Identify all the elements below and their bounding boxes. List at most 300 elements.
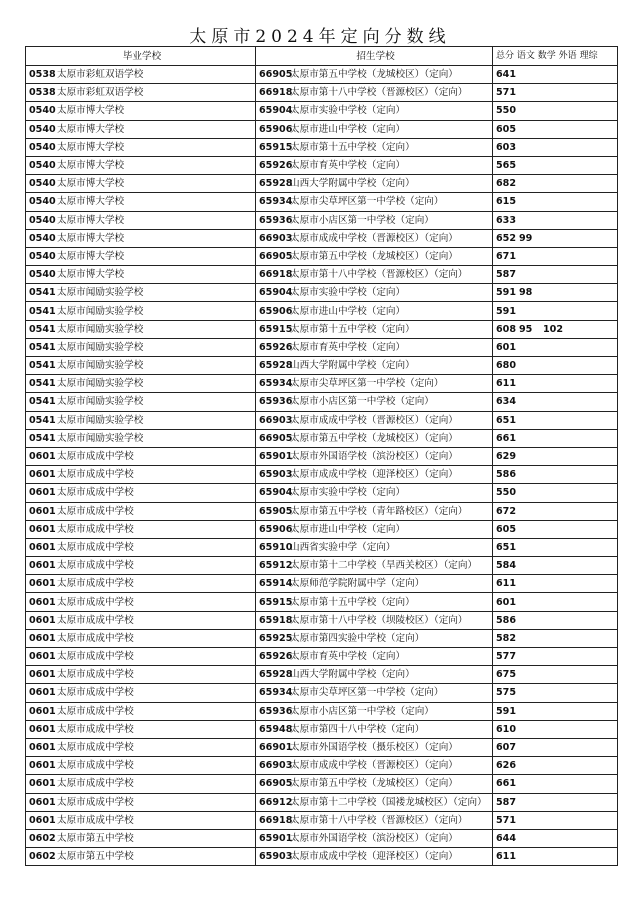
school-code: 0601 [29,614,56,626]
recruit-name: 太原市小店区第一中学校（定向） [290,705,434,717]
recruit-code: 66912 [259,796,293,808]
recruiting-school-cell [256,793,493,811]
school-name: 太原市博大学校 [57,123,125,135]
recruit-name: 太原市外国语学校（滨汾校区）（定向） [290,832,458,844]
table-row [26,829,618,847]
score-value: 641 [496,69,517,81]
graduating-school-cell [26,611,256,629]
recruit-code: 65915 [259,596,293,608]
school-name: 太原市成成中学校 [57,578,134,590]
school-name: 太原市博大学校 [57,214,125,226]
recruit-name: 太原市第四实验中学校（定向） [290,632,425,644]
graduating-school-cell [26,720,256,738]
school-name: 太原市成成中学校 [57,705,134,717]
graduating-school-cell [26,266,256,284]
table-row [26,211,618,229]
school-name: 太原市成成中学校 [57,632,134,644]
score-value: 634 [496,396,517,408]
score-value: 611 [496,378,517,390]
recruiting-school-cell [256,411,493,429]
scores-cell [493,629,618,647]
table-row [26,120,618,138]
school-code: 0541 [29,341,56,353]
school-name: 太原市博大学校 [57,232,125,244]
school-code: 0601 [29,796,56,808]
score-value: 95 [519,323,533,335]
recruiting-school-cell [256,466,493,484]
table-row [26,738,618,756]
graduating-school-cell [26,338,256,356]
school-name: 太原市博大学校 [57,160,125,172]
scores-cell [493,284,618,302]
recruit-name: 太原市第五中学校（龙城校区）（定向） [290,778,458,790]
recruit-code: 65903 [259,851,293,863]
school-code: 0601 [29,451,56,463]
table-row [26,848,618,866]
score-value: 644 [496,832,517,844]
recruiting-school-cell [256,338,493,356]
recruit-code: 65906 [259,123,293,135]
recruit-code: 66905 [259,778,293,790]
recruit-code: 65904 [259,105,293,117]
score-value: 550 [496,105,517,117]
school-code: 0540 [29,141,56,153]
recruiting-school-cell [256,575,493,593]
school-code: 0601 [29,541,56,553]
recruit-code: 65904 [259,487,293,499]
table-row [26,375,618,393]
school-code: 0540 [29,269,56,281]
scores-cell [493,557,618,575]
school-code: 0601 [29,669,56,681]
score-value: 615 [496,196,517,208]
graduating-school-cell [26,538,256,556]
table-row [26,447,618,465]
graduating-school-cell [26,575,256,593]
score-value: 603 [496,141,517,153]
recruit-name: 太原市外国语学校（滨汾校区）（定向） [290,451,458,463]
recruiting-school-cell [256,357,493,375]
school-name: 太原市成成中学校 [57,451,134,463]
school-code: 0601 [29,742,56,754]
graduating-school-cell [26,120,256,138]
score-value: 575 [496,687,517,699]
recruit-code: 65905 [259,505,293,517]
recruiting-school-cell [256,193,493,211]
recruit-name: 太原市育英中学校（定向） [290,651,406,663]
recruit-code: 65926 [259,651,293,663]
scores-cell [493,375,618,393]
recruit-name: 太原市第十五中学校（定向） [290,596,415,608]
scores-cell [493,757,618,775]
graduating-school-cell [26,229,256,247]
recruit-name: 太原市实验中学校（定向） [290,487,406,499]
recruit-name: 太原市育英中学校（定向） [290,341,406,353]
school-name: 太原市成成中学校 [57,669,134,681]
scores-cell [493,211,618,229]
scores-cell [493,484,618,502]
score-value: 584 [496,560,517,572]
school-name: 太原市博大学校 [57,269,125,281]
recruit-name: 山西大学附属中学校（定向） [290,360,415,372]
scores-cell [493,793,618,811]
table-header-row [26,47,618,66]
school-name: 太原市成成中学校 [57,505,134,517]
school-code: 0540 [29,160,56,172]
recruit-code: 65934 [259,378,293,390]
scores-cell [493,175,618,193]
scores-cell [493,66,618,84]
score-value: 586 [496,614,517,626]
score-value: 626 [496,760,517,772]
scores-cell [493,357,618,375]
school-name: 太原市闻励实验学校 [57,414,144,426]
recruit-code: 65906 [259,305,293,317]
recruit-name: 太原市第十八中学校（晋源校区）（定向） [290,814,468,826]
score-value: 601 [496,341,517,353]
table-row [26,338,618,356]
graduating-school-cell [26,447,256,465]
school-name: 太原市成成中学校 [57,687,134,699]
recruiting-school-cell [256,302,493,320]
table-row [26,538,618,556]
recruit-code: 66918 [259,814,293,826]
scores-cell [493,738,618,756]
school-name: 太原市成成中学校 [57,742,134,754]
graduating-school-cell [26,793,256,811]
scores-cell [493,593,618,611]
school-code: 0538 [29,87,56,99]
school-name: 太原市成成中学校 [57,760,134,772]
school-code: 0541 [29,378,56,390]
scores-cell [493,848,618,866]
recruit-code: 65925 [259,632,293,644]
header-graduating-school: 毕业学校 [26,47,256,66]
recruit-code: 65918 [259,614,293,626]
scores-cell [493,156,618,174]
school-code: 0602 [29,851,56,863]
scores-cell [493,338,618,356]
score-value: 610 [496,723,517,735]
school-code: 0601 [29,505,56,517]
score-value: 605 [496,523,517,535]
scores-cell [493,447,618,465]
school-code: 0540 [29,105,56,117]
scores-cell [493,266,618,284]
recruiting-school-cell [256,447,493,465]
score-table [25,46,618,866]
header-recruiting-school: 招生学校 [256,47,493,66]
recruiting-school-cell [256,757,493,775]
school-code: 0540 [29,250,56,262]
recruit-name: 太原市第四十八中学校（定向） [290,723,425,735]
school-name: 太原市闻励实验学校 [57,305,144,317]
scores-cell [493,829,618,847]
recruiting-school-cell [256,593,493,611]
recruit-code: 66918 [259,269,293,281]
recruiting-school-cell [256,720,493,738]
recruiting-school-cell [256,393,493,411]
recruit-code: 66905 [259,69,293,81]
recruit-name: 太原市小店区第一中学校（定向） [290,396,434,408]
scores-cell [493,520,618,538]
recruit-code: 65901 [259,451,293,463]
school-name: 太原市成成中学校 [57,723,134,735]
recruit-code: 66903 [259,414,293,426]
table-row [26,429,618,447]
table-row [26,175,618,193]
recruit-name: 太原市成成中学校（迎泽校区）（定向） [290,851,458,863]
recruiting-school-cell [256,666,493,684]
school-code: 0601 [29,560,56,572]
recruit-name: 太原市第五中学校（青年路校区）（定向） [290,505,468,517]
recruit-code: 65903 [259,469,293,481]
recruiting-school-cell [256,247,493,265]
table-row [26,593,618,611]
recruit-code: 65906 [259,523,293,535]
recruit-name: 太原市成成中学校（晋源校区）（定向） [290,760,458,772]
scores-cell [493,720,618,738]
recruit-name: 太原市外国语学校（摄乐校区）（定向） [290,742,458,754]
graduating-school-cell [26,502,256,520]
school-name: 太原市成成中学校 [57,560,134,572]
graduating-school-cell [26,156,256,174]
score-value: 99 [519,232,533,244]
recruit-code: 66903 [259,760,293,772]
score-value: 629 [496,451,517,463]
recruiting-school-cell [256,702,493,720]
recruit-code: 65934 [259,196,293,208]
recruiting-school-cell [256,84,493,102]
recruiting-school-cell [256,211,493,229]
recruit-code: 65904 [259,287,293,299]
table-row [26,557,618,575]
school-code: 0541 [29,323,56,335]
scores-cell [493,666,618,684]
graduating-school-cell [26,247,256,265]
school-code: 0540 [29,196,56,208]
recruit-code: 65928 [259,178,293,190]
graduating-school-cell [26,466,256,484]
table-row [26,520,618,538]
school-code: 0601 [29,469,56,481]
table-row [26,793,618,811]
school-name: 太原市成成中学校 [57,778,134,790]
graduating-school-cell [26,775,256,793]
school-code: 0541 [29,414,56,426]
school-name: 太原市成成中学校 [57,614,134,626]
school-name: 太原市第五中学校 [57,851,134,863]
recruit-name: 山西大学附属中学校（定向） [290,178,415,190]
table-row [26,484,618,502]
school-code: 0541 [29,396,56,408]
recruiting-school-cell [256,520,493,538]
table-row [26,757,618,775]
score-value: 586 [496,469,517,481]
recruit-name: 山西省实验中学（定向） [290,541,396,553]
school-code: 0540 [29,123,56,135]
scores-cell [493,120,618,138]
score-value: 591 [496,705,517,717]
school-name: 太原市彩虹双语学校 [57,87,144,99]
recruit-name: 太原市第十八中学校（坝陵校区）（定向） [290,614,468,626]
school-code: 0601 [29,523,56,535]
scores-cell [493,247,618,265]
school-name: 太原市闻励实验学校 [57,287,144,299]
scores-cell [493,702,618,720]
table-row [26,66,618,84]
scores-cell [493,320,618,338]
recruiting-school-cell [256,156,493,174]
recruiting-school-cell [256,611,493,629]
recruiting-school-cell [256,375,493,393]
school-code: 0540 [29,232,56,244]
score-value: 672 [496,505,517,517]
school-name: 太原市成成中学校 [57,469,134,481]
recruiting-school-cell [256,66,493,84]
table-row [26,648,618,666]
school-name: 太原市博大学校 [57,178,125,190]
graduating-school-cell [26,484,256,502]
scores-cell [493,538,618,556]
school-name: 太原市闻励实验学校 [57,341,144,353]
recruit-code: 65928 [259,360,293,372]
recruit-name: 太原市成成中学校（迎泽校区）（定向） [290,469,458,481]
score-value: 611 [496,851,517,863]
graduating-school-cell [26,629,256,647]
table-row [26,357,618,375]
score-value: 652 [496,232,517,244]
recruit-code: 65915 [259,323,293,335]
school-code: 0601 [29,723,56,735]
graduating-school-cell [26,593,256,611]
graduating-school-cell [26,193,256,211]
graduating-school-cell [26,829,256,847]
recruiting-school-cell [256,811,493,829]
score-value: 680 [496,360,517,372]
scores-cell [493,684,618,702]
recruiting-school-cell [256,502,493,520]
recruit-code: 65936 [259,214,293,226]
score-value: 661 [496,778,517,790]
school-code: 0541 [29,360,56,372]
score-value: 582 [496,632,517,644]
school-code: 0601 [29,632,56,644]
school-code: 0541 [29,287,56,299]
school-name: 太原市成成中学校 [57,796,134,808]
recruit-code: 65926 [259,341,293,353]
recruit-name: 太原市尖草坪区第一中学校（定向） [290,196,444,208]
recruiting-school-cell [256,648,493,666]
score-value: 607 [496,742,517,754]
table-row [26,466,618,484]
school-name: 太原市成成中学校 [57,487,134,499]
school-code: 0601 [29,651,56,663]
recruit-code: 66905 [259,432,293,444]
school-name: 太原市博大学校 [57,105,125,117]
school-name: 太原市闻励实验学校 [57,360,144,372]
score-value: 651 [496,541,517,553]
table-row [26,284,618,302]
school-code: 0602 [29,832,56,844]
school-name: 太原市第五中学校 [57,832,134,844]
table-row [26,229,618,247]
scores-cell [493,393,618,411]
recruit-name: 山西大学附属中学校（定向） [290,669,415,681]
school-code: 0601 [29,814,56,826]
score-value: 633 [496,214,517,226]
recruiting-school-cell [256,484,493,502]
recruiting-school-cell [256,320,493,338]
graduating-school-cell [26,66,256,84]
table-row [26,684,618,702]
graduating-school-cell [26,811,256,829]
scores-cell [493,575,618,593]
score-value: 682 [496,178,517,190]
school-name: 太原市闻励实验学校 [57,432,144,444]
recruit-name: 太原市实验中学校（定向） [290,287,406,299]
school-name: 太原市成成中学校 [57,651,134,663]
school-name: 太原市成成中学校 [57,596,134,608]
recruiting-school-cell [256,229,493,247]
recruiting-school-cell [256,684,493,702]
recruiting-school-cell [256,266,493,284]
school-code: 0541 [29,305,56,317]
recruiting-school-cell [256,175,493,193]
score-value: 671 [496,250,517,262]
scores-cell [493,429,618,447]
school-name: 太原市闻励实验学校 [57,323,144,335]
graduating-school-cell [26,211,256,229]
header-english: 外语 [558,50,577,61]
school-name: 太原市成成中学校 [57,523,134,535]
scores-cell [493,84,618,102]
scores-cell [493,648,618,666]
school-name: 太原市成成中学校 [57,814,134,826]
table-row [26,247,618,265]
header-math: 数学 [537,50,556,61]
recruit-name: 太原市第十五中学校（定向） [290,141,415,153]
graduating-school-cell [26,138,256,156]
recruiting-school-cell [256,284,493,302]
recruit-name: 太原市育英中学校（定向） [290,160,406,172]
score-value: 587 [496,796,517,808]
school-code: 0601 [29,778,56,790]
table-row [26,393,618,411]
recruit-name: 太原市第五中学校（龙城校区）（定向） [290,250,458,262]
graduating-school-cell [26,320,256,338]
table-row [26,575,618,593]
scores-cell [493,466,618,484]
school-name: 太原市闻励实验学校 [57,396,144,408]
graduating-school-cell [26,557,256,575]
school-name: 太原市彩虹双语学校 [57,69,144,81]
header-science: 理综 [579,50,598,61]
table-row [26,502,618,520]
recruit-name: 太原市第五中学校（龙城校区）（定向） [290,432,458,444]
score-value: 571 [496,87,517,99]
table-row [26,302,618,320]
recruit-code: 65912 [259,560,293,572]
scores-cell [493,193,618,211]
recruit-name: 太原市第十五中学校（定向） [290,323,415,335]
table-row [26,156,618,174]
graduating-school-cell [26,666,256,684]
school-code: 0538 [29,69,56,81]
graduating-school-cell [26,375,256,393]
school-code: 0541 [29,432,56,444]
table-row [26,411,618,429]
